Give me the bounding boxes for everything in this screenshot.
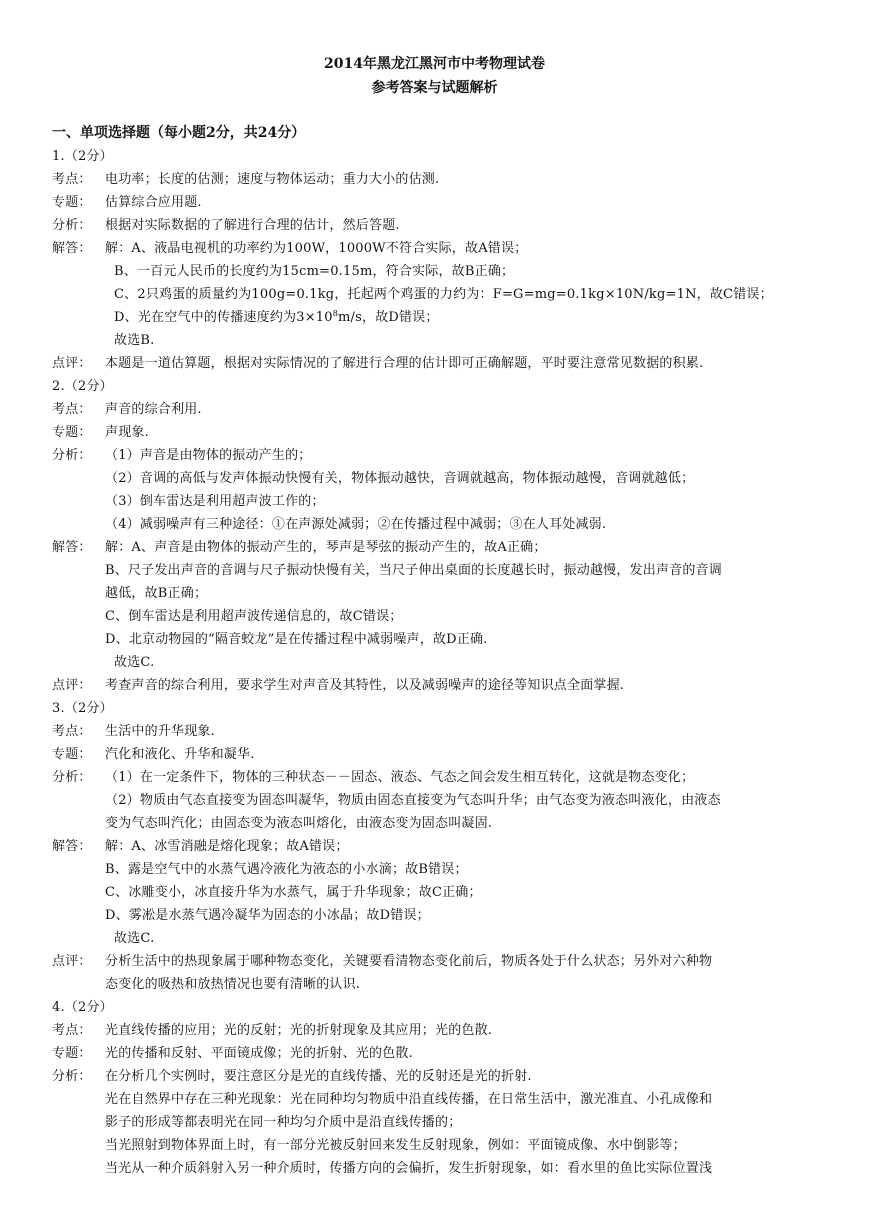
fenxi-text: （3）倒车雷达是利用超声波工作的；	[105, 494, 325, 509]
dianping-text: 考查声音的综合利用，要求学生对声音及其特性，以及减弱噪声的途径等知识点全面掌握.	[105, 678, 625, 693]
fenxi-label: 分析：	[52, 1069, 92, 1084]
dianping-text: 态变化的吸热和放热情况也要有清晰的认识.	[105, 977, 361, 992]
fenxi-text: （1）在一定条件下，物体的三种状态－－固态、液态、气态之间会发生相互转化，这就是物态变化；	[105, 770, 695, 785]
zhuanti-text: 汽化和液化、升华和凝华.	[105, 747, 255, 762]
document-title: 2014年黑龙江黑河市中考物理试卷	[324, 56, 545, 72]
jieda-option-b: B、一百元人民币的长度约为15cm=0.15m，符合实际，故B正确；	[114, 264, 515, 279]
zhuanti-text: 光的传播和反射、平面镜成像；光的折射、光的色散.	[105, 1046, 413, 1061]
kaodian-label: 考点：	[52, 172, 92, 187]
dianping-label: 点评：	[52, 954, 92, 969]
jieda-option-c: C、倒车雷达是利用超声波传递信息的，故C错误；	[105, 609, 403, 624]
fenxi-text: （4）减弱噪声有三种途径：①在声源处减弱；②在传播过程中减弱；③在人耳处减弱.	[105, 517, 607, 532]
dianping-text: 本题是一道估算题，根据对实际情况的了解进行合理的估计即可正确解题，平时要注意常见数据的积累.	[105, 356, 704, 371]
question-number: 1.（2分）	[52, 149, 113, 164]
kaodian-text: 光直线传播的应用；光的反射；光的折射现象及其应用；光的色散.	[105, 1023, 493, 1038]
jieda-option-b-cont: 越低，故B正确；	[105, 586, 208, 601]
fenxi-label: 分析：	[52, 770, 92, 785]
zhuanti-label: 专题：	[52, 747, 92, 762]
zhuanti-label: 专题：	[52, 1046, 92, 1061]
jieda-d-unit: m/s，故D错误；	[338, 310, 439, 325]
fenxi-text: 变为气态叫汽化；由固态变为液态叫熔化，由液态变为固态叫凝固.	[105, 816, 493, 831]
kaodian-label: 考点：	[52, 1023, 92, 1038]
jieda-label: 解答：	[52, 540, 92, 555]
jieda-text: 解：A、声音是由物体的振动产生的，琴声是琴弦的振动产生的，故A正确；	[105, 540, 547, 555]
jieda-label: 解答：	[52, 839, 92, 854]
fenxi-text: 光在自然界中存在三种光现象：光在同种均匀物质中沿直线传播，在日常生活中，激光准直、小孔成像和	[105, 1092, 713, 1107]
document-subtitle: 参考答案与试题解析	[371, 80, 498, 96]
jieda-label: 解答：	[52, 241, 92, 256]
kaodian-label: 考点：	[52, 402, 92, 417]
dianping-label: 点评：	[52, 678, 92, 693]
jieda-text: 解：A、冰雪消融是熔化现象；故A错误；	[105, 839, 349, 854]
fenxi-text: 根据对实际数据的了解进行合理的估计，然后答题.	[105, 218, 400, 233]
section-heading: 一、单项选择题（每小题2分，共24分）	[52, 125, 306, 141]
question-number: 2.（2分）	[52, 379, 113, 394]
jieda-option-d	[114, 309, 439, 326]
kaodian-label: 考点：	[52, 724, 92, 739]
jieda-option-b: B、露是空气中的水蒸气遇冷液化为液态的小水滴；故B错误；	[105, 862, 468, 877]
question-number: 4.（2分）	[52, 1000, 113, 1015]
kaodian-text: 生活中的升华现象.	[105, 724, 215, 739]
dianping-text: 分析生活中的热现象属于哪种物态变化，关键要看清物态变化前后，物质各处于什么状态；另外对六种物	[105, 954, 713, 969]
fenxi-text: （2）物质由气态直接变为固态叫凝华，物质由固态直接变为气态叫升华；由气态变为液态叫液化，由液态	[105, 793, 721, 808]
zhuanti-label: 专题：	[52, 425, 92, 440]
jieda-option-c: C、冰雕变小，冰直接升华为水蒸气，属于升华现象；故C正确；	[105, 885, 482, 900]
fenxi-text: （2）音调的高低与发声体振动快慢有关，物体振动越快，音调就越高，物体振动越慢，音调就越低；	[105, 471, 695, 486]
kaodian-text: 声音的综合利用.	[105, 402, 202, 417]
kaodian-text: 电功率；长度的估测；速度与物体运动；重力大小的估测.	[105, 172, 440, 187]
fenxi-text: 在分析几个实例时，要注意区分是光的直线传播、光的反射还是光的折射.	[105, 1069, 532, 1084]
question-number: 3.（2分）	[52, 701, 113, 716]
fenxi-text: 影子的形成等都表明光在同一种均匀介质中是沿直线传播的；	[105, 1115, 462, 1130]
jieda-text: 解：A、液晶电视机的功率约为100W，1000W不符合实际，故A错误；	[105, 241, 528, 256]
jieda-conclusion: 故选C.	[114, 655, 155, 670]
fenxi-text: 当光照射到物体界面上时，有一部分光被反射回来发生反射现象，例如：平面镜成像、水中倒影等；	[105, 1138, 686, 1153]
jieda-conclusion: 故选C.	[114, 931, 155, 946]
jieda-d-text: D、光在空气中的传播速度约为3×10	[114, 310, 333, 325]
zhuanti-text: 声现象.	[105, 425, 149, 440]
fenxi-text: （1）声音是由物体的振动产生的；	[105, 448, 312, 463]
exponent: 8	[332, 309, 339, 318]
zhuanti-text: 估算综合应用题.	[105, 195, 202, 210]
jieda-option-d: D、北京动物园的“隔音蛟龙”是在传播过程中减弱噪声，故D正确.	[105, 632, 488, 647]
jieda-option-c: C、2只鸡蛋的质量约为100g=0.1kg，托起两个鸡蛋的力约为：F=G=mg=0.1kg×10N/kg=1N，故C错误；	[114, 287, 773, 302]
jieda-option-d: D、雾凇是水蒸气遇冷凝华为固态的小冰晶；故D错误；	[105, 908, 430, 923]
zhuanti-label: 专题：	[52, 195, 92, 210]
fenxi-text: 当光从一种介质斜射入另一种介质时，传播方向的会偏折，发生折射现象，如：看水里的鱼比实际位置浅	[105, 1161, 713, 1176]
fenxi-label: 分析：	[52, 218, 92, 233]
fenxi-label: 分析：	[52, 448, 92, 463]
dianping-label: 点评：	[52, 356, 92, 371]
jieda-option-b: B、尺子发出声音的音调与尺子振动快慢有关，当尺子伸出桌面的长度越长时，振动越慢，发出声音的音调	[105, 563, 722, 578]
jieda-conclusion: 故选B.	[114, 333, 155, 348]
